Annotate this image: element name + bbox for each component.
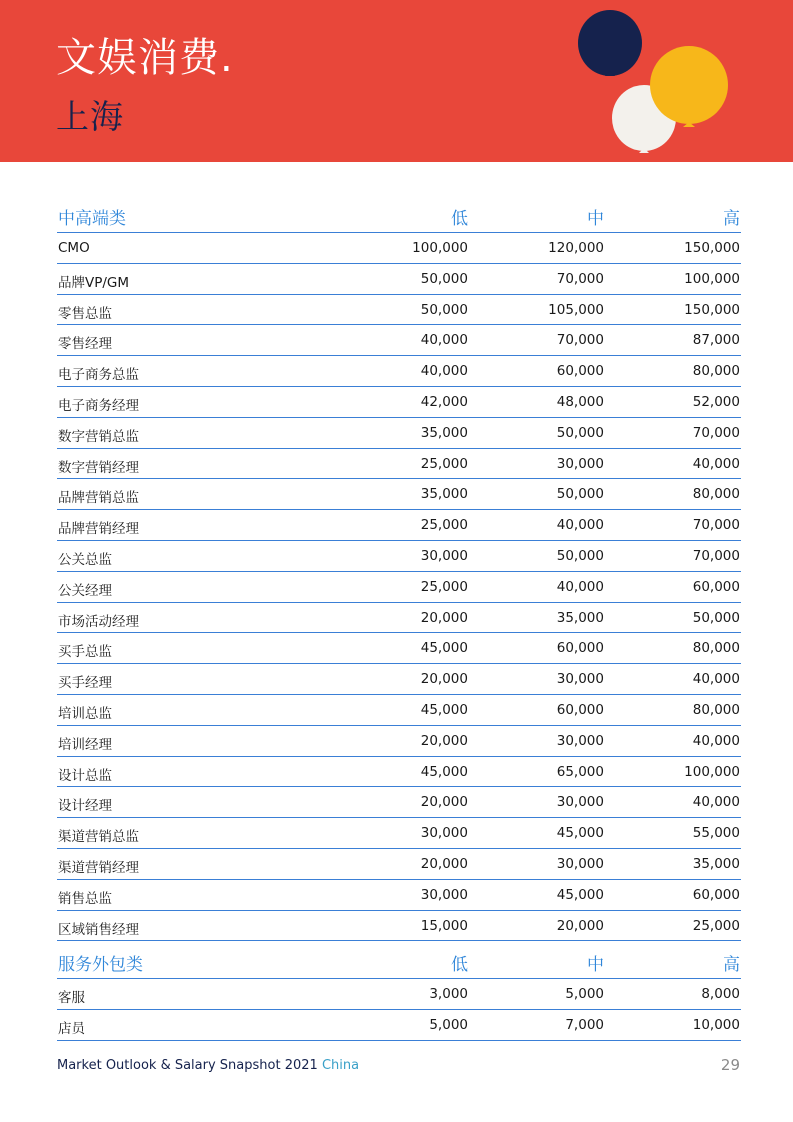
salary-high: 60,000 <box>692 578 740 595</box>
salary-low: 20,000 <box>420 732 468 749</box>
role-name: 公关经理 <box>58 582 112 599</box>
col-high: 高 <box>723 209 740 229</box>
role-name: 数字营销经理 <box>58 459 139 476</box>
table-row <box>57 603 741 634</box>
balloons-illustration <box>560 0 793 162</box>
salary-low: 100,000 <box>412 240 468 256</box>
table-row <box>57 979 741 1010</box>
salary-low: 25,000 <box>420 517 468 534</box>
table-row <box>57 849 741 880</box>
salary-high: 25,000 <box>692 917 740 934</box>
salary-low: 3,000 <box>429 986 468 1002</box>
role-name: 买手总监 <box>58 644 112 661</box>
role-name: 区域销售经理 <box>58 921 139 938</box>
table-row <box>57 479 741 510</box>
table-row <box>57 1010 741 1041</box>
salary-high: 70,000 <box>692 517 740 534</box>
table-row <box>57 664 741 695</box>
role-name: 买手经理 <box>58 675 112 692</box>
role-name: 品牌营销总监 <box>58 490 139 507</box>
salary-low: 25,000 <box>420 578 468 595</box>
salary-high: 40,000 <box>692 794 740 811</box>
salary-mid: 105,000 <box>548 301 604 318</box>
salary-high: 100,000 <box>684 270 740 287</box>
col-mid: 中 <box>587 955 604 975</box>
salary-mid: 30,000 <box>556 671 604 688</box>
salary-mid: 30,000 <box>556 855 604 872</box>
salary-high: 35,000 <box>692 855 740 872</box>
salary-low: 45,000 <box>420 701 468 718</box>
salary-high: 80,000 <box>692 701 740 718</box>
salary-mid: 45,000 <box>556 886 604 903</box>
salary-low: 40,000 <box>420 363 468 380</box>
salary-mid: 60,000 <box>556 363 604 380</box>
footer-title: Market Outlook & Salary Snapshot 2021 <box>57 1058 318 1073</box>
role-name: 设计总监 <box>58 767 112 784</box>
salary-low: 30,000 <box>420 547 468 564</box>
salary-mid: 40,000 <box>556 578 604 595</box>
table-row <box>57 541 741 572</box>
salary-high: 8,000 <box>701 986 740 1002</box>
salary-low: 20,000 <box>420 609 468 626</box>
salary-mid: 7,000 <box>565 1016 604 1033</box>
salary-low: 35,000 <box>420 486 468 503</box>
table-senior-roles <box>57 200 741 941</box>
salary-mid: 60,000 <box>556 640 604 657</box>
salary-high: 10,000 <box>692 1016 740 1033</box>
page-subtitle: 上海 <box>56 97 124 136</box>
navy-balloon-icon <box>578 10 642 76</box>
salary-high: 55,000 <box>692 825 740 842</box>
header-banner <box>0 0 793 162</box>
role-name: 零售总监 <box>58 305 112 322</box>
role-name: 品牌VP/GM <box>58 274 130 291</box>
role-name: 销售总监 <box>58 890 112 907</box>
table-row <box>57 695 741 726</box>
salary-low: 20,000 <box>420 671 468 688</box>
salary-high: 100,000 <box>684 763 740 780</box>
salary-mid: 60,000 <box>556 701 604 718</box>
salary-high: 87,000 <box>692 332 740 349</box>
table-row <box>57 510 741 541</box>
salary-low: 42,000 <box>420 393 468 410</box>
footer-country: China <box>321 1058 360 1073</box>
table-row <box>57 295 741 326</box>
salary-low: 45,000 <box>420 640 468 657</box>
salary-mid: 120,000 <box>548 240 604 256</box>
salary-low: 20,000 <box>420 855 468 872</box>
role-name: 渠道营销总监 <box>58 829 139 846</box>
salary-mid: 5,000 <box>565 986 604 1002</box>
salary-low: 40,000 <box>420 332 468 349</box>
col-mid: 中 <box>587 209 604 229</box>
table-row <box>57 356 741 387</box>
col-category: 服务外包类 <box>58 955 143 975</box>
table-row <box>57 418 741 449</box>
salary-mid: 20,000 <box>556 917 604 934</box>
salary-high: 80,000 <box>692 363 740 380</box>
salary-high: 50,000 <box>692 609 740 626</box>
table-row <box>57 726 741 757</box>
role-name: 电子商务经理 <box>58 397 139 414</box>
table-row <box>57 572 741 603</box>
salary-low: 50,000 <box>420 270 468 287</box>
salary-mid: 30,000 <box>556 794 604 811</box>
role-name: 电子商务总监 <box>58 367 139 384</box>
table-row <box>57 264 741 295</box>
salary-mid: 50,000 <box>556 486 604 503</box>
role-name: 培训经理 <box>58 736 112 753</box>
table-row <box>57 818 741 849</box>
table-row <box>57 757 741 788</box>
salary-mid: 30,000 <box>556 732 604 749</box>
col-low: 低 <box>451 209 468 229</box>
salary-high: 80,000 <box>692 640 740 657</box>
salary-mid: 50,000 <box>556 424 604 441</box>
salary-low: 35,000 <box>420 424 468 441</box>
salary-high: 40,000 <box>692 671 740 688</box>
page-number: 29 <box>720 1056 740 1074</box>
table-header <box>57 200 741 233</box>
table-header <box>57 946 741 979</box>
table-row <box>57 325 741 356</box>
salary-high: 60,000 <box>692 886 740 903</box>
role-name: 店员 <box>58 1020 85 1037</box>
col-category: 中高端类 <box>58 209 126 229</box>
salary-high: 40,000 <box>692 732 740 749</box>
table-row <box>57 633 741 664</box>
salary-high: 70,000 <box>692 547 740 564</box>
role-name: 数字营销总监 <box>58 428 139 445</box>
salary-mid: 48,000 <box>556 393 604 410</box>
salary-low: 45,000 <box>420 763 468 780</box>
table-row <box>57 233 741 264</box>
salary-mid: 40,000 <box>556 517 604 534</box>
salary-low: 15,000 <box>420 917 468 934</box>
table-row <box>57 787 741 818</box>
salary-high: 40,000 <box>692 455 740 472</box>
salary-high: 70,000 <box>692 424 740 441</box>
salary-mid: 30,000 <box>556 455 604 472</box>
salary-low: 50,000 <box>420 301 468 318</box>
salary-high: 150,000 <box>684 240 740 256</box>
role-name: 客服 <box>58 990 85 1006</box>
table-row <box>57 911 741 942</box>
salary-mid: 70,000 <box>556 332 604 349</box>
col-low: 低 <box>451 955 468 975</box>
role-name: CMO <box>58 240 90 256</box>
salary-mid: 65,000 <box>556 763 604 780</box>
footer-text <box>57 1058 359 1073</box>
role-name: 渠道营销经理 <box>58 859 139 876</box>
salary-mid: 50,000 <box>556 547 604 564</box>
role-name: 公关总监 <box>58 551 112 568</box>
table-row <box>57 387 741 418</box>
table-row <box>57 880 741 911</box>
salary-high: 80,000 <box>692 486 740 503</box>
page-title: 文娱消费. <box>56 35 234 81</box>
role-name: 零售经理 <box>58 336 112 353</box>
salary-low: 30,000 <box>420 825 468 842</box>
salary-low: 25,000 <box>420 455 468 472</box>
salary-low: 5,000 <box>429 1016 468 1033</box>
salary-mid: 45,000 <box>556 825 604 842</box>
role-name: 品牌营销经理 <box>58 521 139 538</box>
role-name: 市场活动经理 <box>58 613 139 630</box>
salary-high: 52,000 <box>692 393 740 410</box>
salary-low: 30,000 <box>420 886 468 903</box>
salary-mid: 35,000 <box>556 609 604 626</box>
role-name: 设计经理 <box>58 798 112 815</box>
salary-mid: 70,000 <box>556 270 604 287</box>
table-service-roles <box>57 946 741 1041</box>
salary-high: 150,000 <box>684 301 740 318</box>
role-name: 培训总监 <box>58 705 112 722</box>
col-high: 高 <box>723 955 740 975</box>
salary-low: 20,000 <box>420 794 468 811</box>
table-row <box>57 449 741 480</box>
